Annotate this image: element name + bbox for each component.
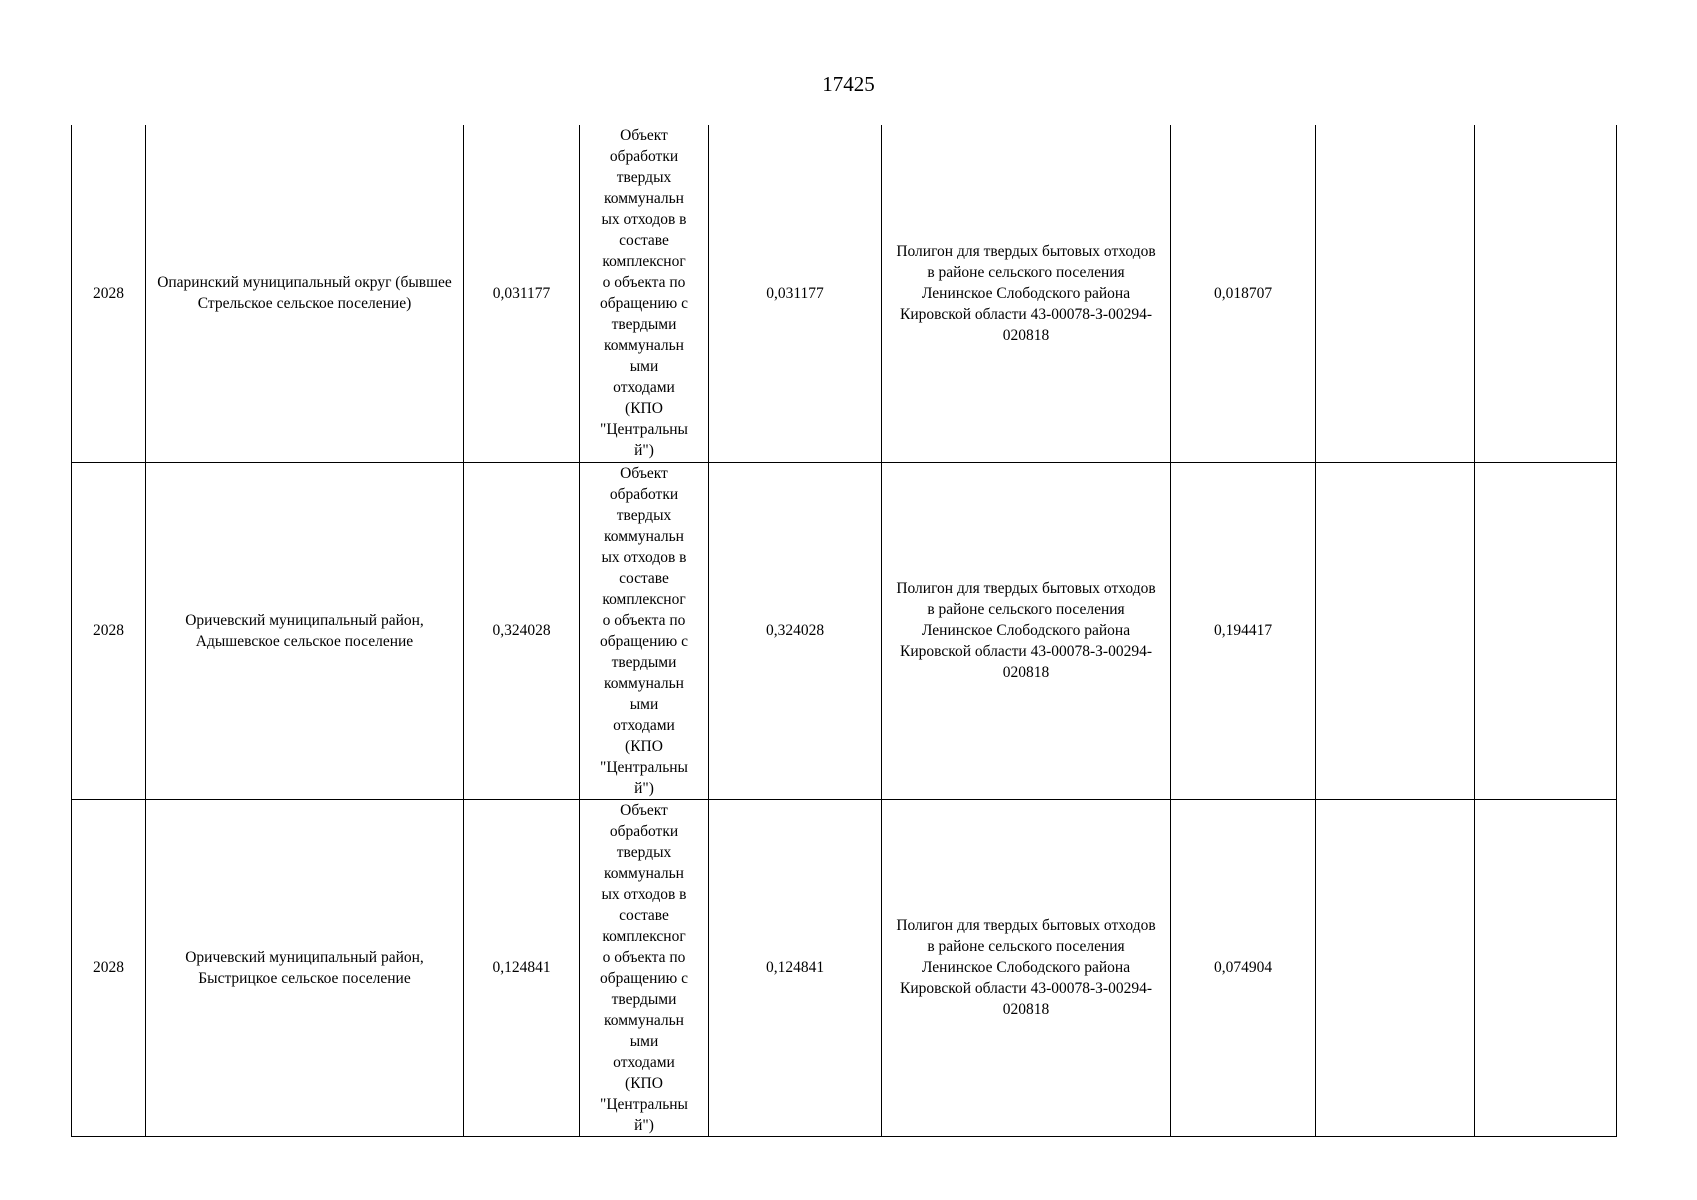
landfill-cell: Полигон для твердых бытовых отходов в районе сельского поселения Ленинское Слободского района Кировской области 43-00078-З-00294-020818 (882, 462, 1171, 799)
table-row (72, 799, 1617, 1136)
mass-3-cell: 0,194417 (1171, 462, 1316, 799)
empty-cell (1475, 125, 1617, 462)
mass-3-cell: 0,074904 (1171, 799, 1316, 1136)
landfill-cell: Полигон для твердых бытовых отходов в районе сельского поселения Ленинское Слободского района Кировской области 43-00078-З-00294-020818 (882, 125, 1171, 462)
page-number: 17425 (822, 72, 875, 96)
year-cell: 2028 (72, 462, 146, 799)
municipality-cell: Опаринский муниципальный округ (бывшее Стрельское сельское поселение) (146, 125, 464, 462)
year-cell: 2028 (72, 799, 146, 1136)
year-cell: 2028 (72, 125, 146, 462)
processing-object-cell: Объект обработки твердых коммунальн ых отходов в составе комплексног о объекта по обращению с твердыми коммунальн ыми отходами (КПО "Центральны й") (580, 462, 709, 799)
mass-3-cell: 0,018707 (1171, 125, 1316, 462)
empty-cell (1316, 462, 1475, 799)
mass-cell: 0,324028 (464, 462, 580, 799)
municipality-cell: Оричевский муниципальный район, Адышевское сельское поселение (146, 462, 464, 799)
mass-2-cell: 0,324028 (709, 462, 882, 799)
processing-object-cell: Объект обработки твердых коммунальн ых отходов в составе комплексног о объекта по обращению с твердыми коммунальн ыми отходами (КПО "Центральны й") (580, 799, 709, 1136)
table-row (72, 462, 1617, 799)
empty-cell (1475, 799, 1617, 1136)
table-row (72, 125, 1617, 462)
waste-flow-table (71, 125, 1617, 1137)
processing-object-cell: Объект обработки твердых коммунальн ых отходов в составе комплексног о объекта по обращению с твердыми коммунальн ыми отходами (КПО "Центральны й") (580, 125, 709, 462)
mass-cell: 0,124841 (464, 799, 580, 1136)
empty-cell (1475, 462, 1617, 799)
empty-cell (1316, 799, 1475, 1136)
municipality-cell: Оричевский муниципальный район, Быстрицкое сельское поселение (146, 799, 464, 1136)
empty-cell (1316, 125, 1475, 462)
mass-2-cell: 0,124841 (709, 799, 882, 1136)
mass-2-cell: 0,031177 (709, 125, 882, 462)
landfill-cell: Полигон для твердых бытовых отходов в районе сельского поселения Ленинское Слободского района Кировской области 43-00078-З-00294-020818 (882, 799, 1171, 1136)
mass-cell: 0,031177 (464, 125, 580, 462)
